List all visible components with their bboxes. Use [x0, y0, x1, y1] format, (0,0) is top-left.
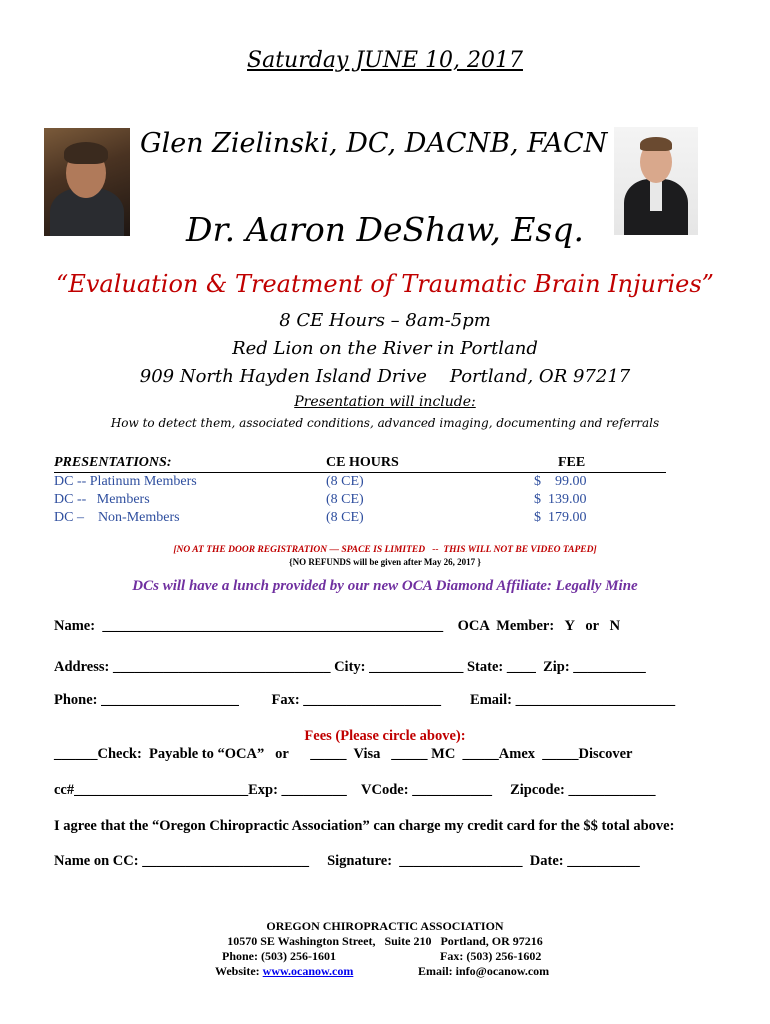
row-ce: (8 CE) — [326, 510, 364, 525]
venue-name: Red Lion on the River in Portland — [232, 338, 538, 359]
footer-email: Email: info@ocanow.com — [418, 964, 550, 978]
row-ce: (8 CE) — [326, 492, 364, 507]
row-label: DC -- Platinum Members — [54, 474, 197, 489]
footer-website — [215, 964, 353, 979]
name-field-line[interactable]: Name: _______________________________________________ OCA Member: Y or N — [54, 618, 621, 634]
row-label: DC -- Members — [54, 492, 150, 507]
lunch-notice: DCs will have a lunch provided by our new OCA Diamond Affiliate: Legally Mine — [132, 578, 638, 594]
website-label: Website: — [215, 964, 263, 978]
row-fee: $ 139.00 — [534, 492, 587, 507]
website-link[interactable]: www.ocanow.com — [262, 964, 354, 978]
footer-street: 10570 SE Washington Street, Suite 210 Portland, OR 97216 — [227, 934, 543, 948]
fees-label: Fees (Please circle above): — [304, 728, 466, 744]
table-row — [54, 491, 666, 509]
footer-org: OREGON CHIROPRACTIC ASSOCIATION — [266, 919, 504, 933]
authorization-statement: I agree that the “Oregon Chiropractic Association” can charge my credit card for the $$ total above: — [54, 818, 675, 834]
presentation-description: How to detect them, associated conditions, advanced imaging, documenting and referrals — [110, 416, 660, 430]
presentation-heading: Presentation will include: — [294, 394, 476, 410]
row-fee: $ 99.00 — [534, 474, 587, 489]
refund-notice: {NO REFUNDS will be given after May 26, 2017 } — [289, 557, 481, 567]
col-presentations: PRESENTATIONS: — [54, 454, 326, 473]
course-title: “Evaluation & Treatment of Traumatic Brain Injuries” — [56, 270, 714, 298]
row-label: DC – Non-Members — [54, 510, 180, 525]
address-field-line[interactable]: Address: ______________________________ City: _____________ State: ____ Zip: __________ — [54, 659, 646, 675]
payment-method-line[interactable]: ______Check: Payable to “OCA” or _____ Visa _____ MC _____Amex _____Discover — [54, 746, 633, 762]
footer-fax: Fax: (503) 256-1602 — [440, 949, 542, 963]
venue-address: 909 North Hayden Island Drive Portland, OR 97217 — [139, 366, 631, 387]
phone-field-line[interactable]: Phone: ___________________ Fax: ___________________ Email: ______________________ — [54, 692, 676, 708]
table-row — [54, 509, 666, 527]
row-ce: (8 CE) — [326, 474, 364, 489]
col-ce-hours: CE HOURS — [326, 454, 534, 473]
course-hours: 8 CE Hours – 8am-5pm — [279, 310, 491, 331]
signature-line[interactable]: Name on CC: _______________________ Signature: _________________ Date: __________ — [54, 853, 640, 869]
row-fee: $ 179.00 — [534, 510, 587, 525]
footer-phone: Phone: (503) 256-1601 — [222, 949, 336, 963]
presentations-table — [54, 454, 666, 527]
registration-notice: [NO AT THE DOOR REGISTRATION — SPACE IS LIMITED -- THIS WILL NOT BE VIDEO TAPED] — [173, 545, 597, 555]
speaker1-name: Glen Zielinski, DC, DACNB, FACN — [140, 128, 608, 159]
col-fee: FEE — [534, 454, 666, 473]
table-header-row — [54, 454, 666, 473]
speaker2-name: Dr. Aaron DeShaw, Esq. — [186, 210, 584, 249]
credit-card-line[interactable]: cc#________________________Exp: _________ VCode: ___________ Zipcode: ____________ — [54, 782, 656, 798]
event-date: Saturday JUNE 10, 2017 — [247, 48, 523, 73]
table-row — [54, 473, 666, 492]
